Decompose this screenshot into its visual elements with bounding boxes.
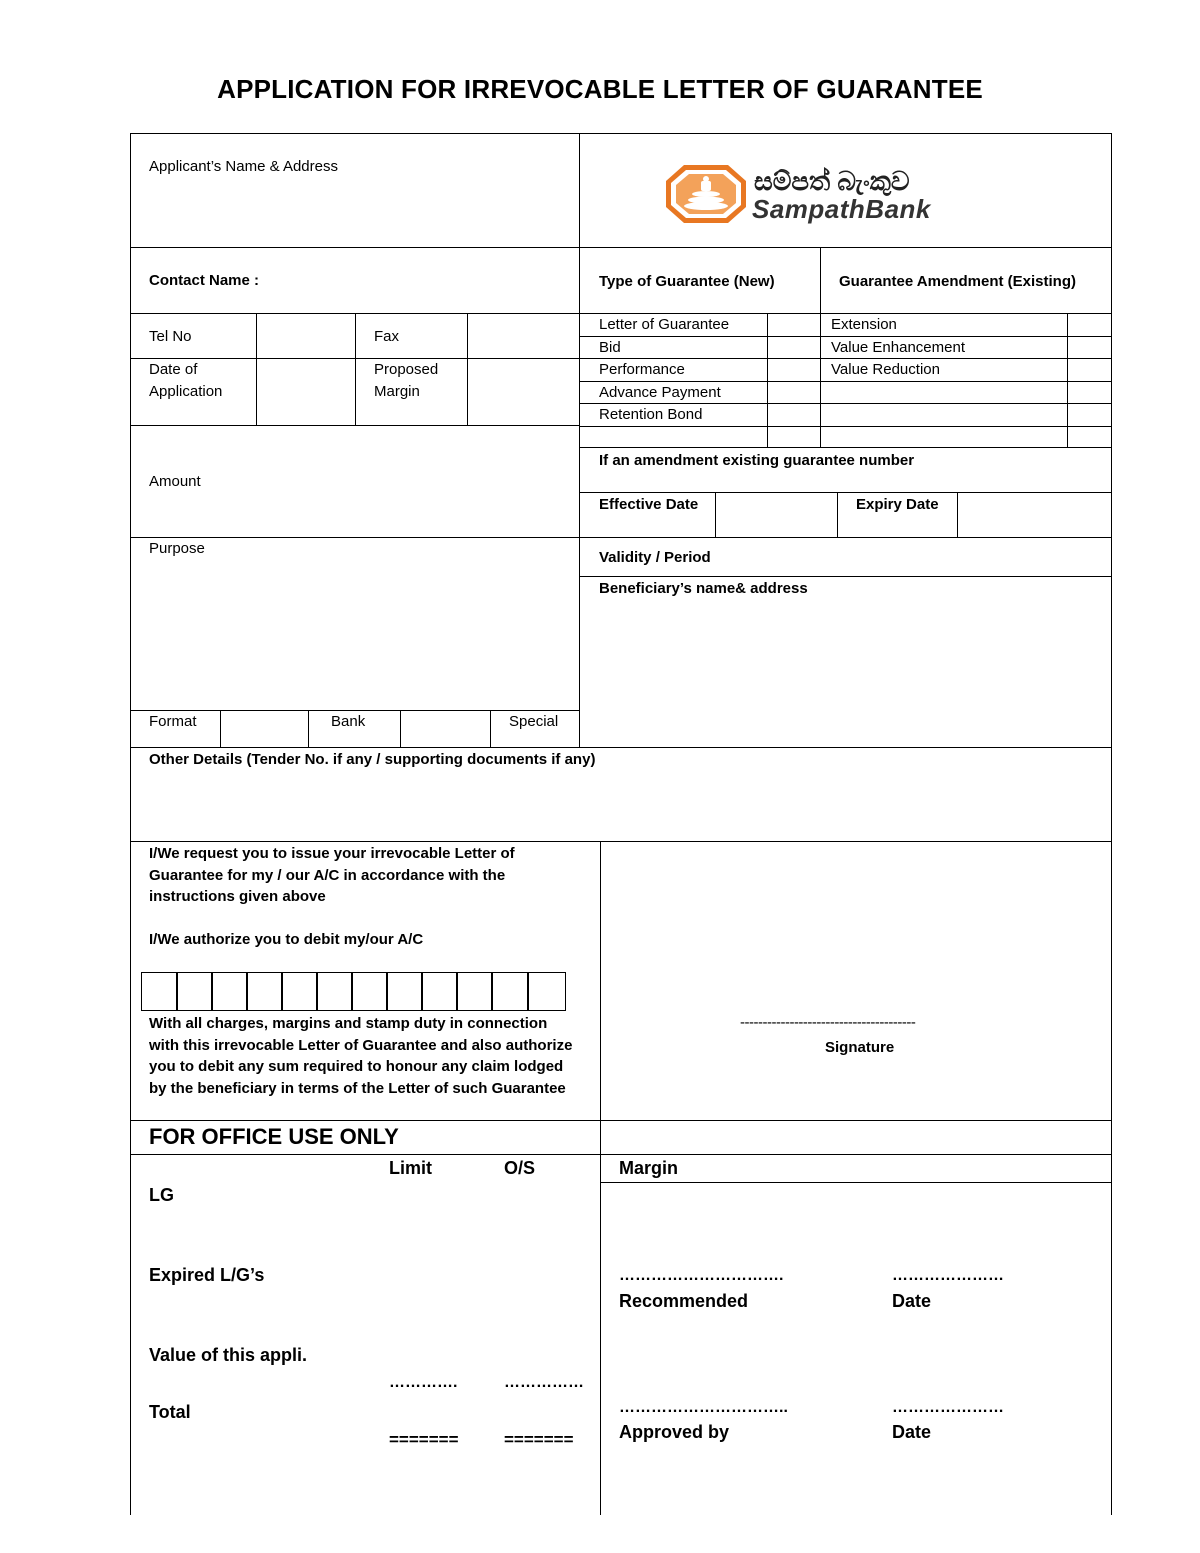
account-digit-box[interactable] xyxy=(491,972,528,1011)
limit-label: Limit xyxy=(389,1158,432,1178)
recommended-dots: …………………………. xyxy=(619,1267,784,1284)
amount-label: Amount xyxy=(149,473,201,490)
date-of-application-label-1: Date of xyxy=(149,361,198,378)
type-advance-payment: Advance Payment xyxy=(599,384,721,401)
office-use-heading: FOR OFFICE USE ONLY xyxy=(149,1124,399,1149)
special-format-label: Special xyxy=(509,713,559,730)
bank-format-label: Bank xyxy=(331,713,366,730)
value-of-application-label: Value of this appli. xyxy=(149,1345,308,1365)
amendment-number-label: If an amendment existing guarantee number xyxy=(599,452,915,469)
applicant-name-address-label: Applicant’s Name & Address xyxy=(149,158,338,175)
charges-line-2: with this irrevocable Letter of Guarantee and also authorize xyxy=(149,1036,573,1054)
type-retention-bond: Retention Bond xyxy=(599,406,703,423)
os-label: O/S xyxy=(504,1158,536,1178)
amendment-value-reduction: Value Reduction xyxy=(831,361,940,378)
approved-date-label: Date xyxy=(892,1422,932,1442)
approved-by-label: Approved by xyxy=(619,1422,730,1442)
proposed-margin-label-2: Margin xyxy=(374,383,420,400)
approved-dots: ………………………….. xyxy=(619,1399,788,1416)
proposed-margin-label-1: Proposed xyxy=(374,361,439,378)
account-digit-box[interactable] xyxy=(386,972,423,1011)
account-digit-box[interactable] xyxy=(141,972,178,1011)
request-line-3: instructions given above xyxy=(149,888,326,905)
fax-label: Fax xyxy=(374,328,400,345)
sampath-bank-logo-icon xyxy=(664,163,748,225)
tel-no-label: Tel No xyxy=(149,328,192,345)
request-line-1: I/We request you to issue your irrevocable Letter of xyxy=(149,845,515,862)
recommended-label: Recommended xyxy=(619,1291,749,1311)
charges-line-3: you to debit any sum required to honour any claim lodged xyxy=(149,1058,564,1075)
type-letter-of-guarantee: Letter of Guarantee xyxy=(599,316,730,333)
effective-date-label: Effective Date xyxy=(599,496,699,513)
signature-label: Signature xyxy=(825,1039,895,1056)
lg-label: LG xyxy=(149,1185,174,1205)
expiry-date-label: Expiry Date xyxy=(856,496,939,513)
limit-equals: ======= xyxy=(389,1430,459,1449)
beneficiary-label: Beneficiary’s name& address xyxy=(599,580,808,597)
approved-date-dots: ………………… xyxy=(892,1399,1004,1416)
os-dots: …………… xyxy=(504,1374,584,1391)
total-label: Total xyxy=(149,1402,191,1422)
authorize-debit-label: I/We authorize you to debit my/our A/C xyxy=(149,931,424,948)
format-label: Format xyxy=(149,713,197,730)
date-of-application-label-2: Application xyxy=(149,383,223,400)
account-digit-box[interactable] xyxy=(421,972,458,1011)
guarantee-amendment-header: Guarantee Amendment (Existing) xyxy=(839,273,1076,290)
margin-label: Margin xyxy=(619,1158,679,1178)
type-performance: Performance xyxy=(599,361,685,378)
signature-line: --------------------------------------- xyxy=(740,1014,916,1031)
expired-lgs-label: Expired L/G’s xyxy=(149,1265,265,1285)
account-digit-box[interactable] xyxy=(211,972,248,1011)
purpose-label: Purpose xyxy=(149,540,205,557)
amendment-value-enhancement: Value Enhancement xyxy=(831,339,965,356)
limit-dots: …………. xyxy=(389,1374,458,1391)
charges-paragraph xyxy=(149,1013,572,1099)
charges-line-1: With all charges, margins and stamp duty in connection xyxy=(149,1015,548,1032)
other-details-label: Other Details (Tender No. if any / supporting documents if any) xyxy=(149,751,596,768)
validity-period-label: Validity / Period xyxy=(599,549,711,566)
request-paragraph xyxy=(149,843,515,908)
contact-name-label: Contact Name : xyxy=(149,272,260,289)
page-title: APPLICATION FOR IRREVOCABLE LETTER OF GUARANTEE xyxy=(217,74,983,104)
account-digit-box[interactable] xyxy=(281,972,318,1011)
amendment-extension: Extension xyxy=(831,316,897,333)
account-digit-box[interactable] xyxy=(351,972,388,1011)
type-of-guarantee-header: Type of Guarantee (New) xyxy=(599,273,775,290)
type-bid: Bid xyxy=(599,339,621,356)
recommended-date-dots: ………………… xyxy=(892,1267,1004,1284)
bank-name-english: SampathBank xyxy=(752,194,931,224)
account-digit-box[interactable] xyxy=(456,972,493,1011)
account-digit-box[interactable] xyxy=(246,972,283,1011)
charges-line-4: by the beneficiary in terms of the Letter of such Guarantee xyxy=(149,1079,566,1097)
account-digit-box[interactable] xyxy=(176,972,213,1011)
request-line-2: Guarantee for my / our A/C in accordance with the xyxy=(149,866,506,884)
bank-name-sinhala: සම්පත් බැංකුව xyxy=(754,166,910,196)
account-digit-box[interactable] xyxy=(528,972,566,1011)
os-equals: ======= xyxy=(504,1430,574,1449)
account-digit-box[interactable] xyxy=(316,972,353,1011)
recommended-date-label: Date xyxy=(892,1291,932,1311)
